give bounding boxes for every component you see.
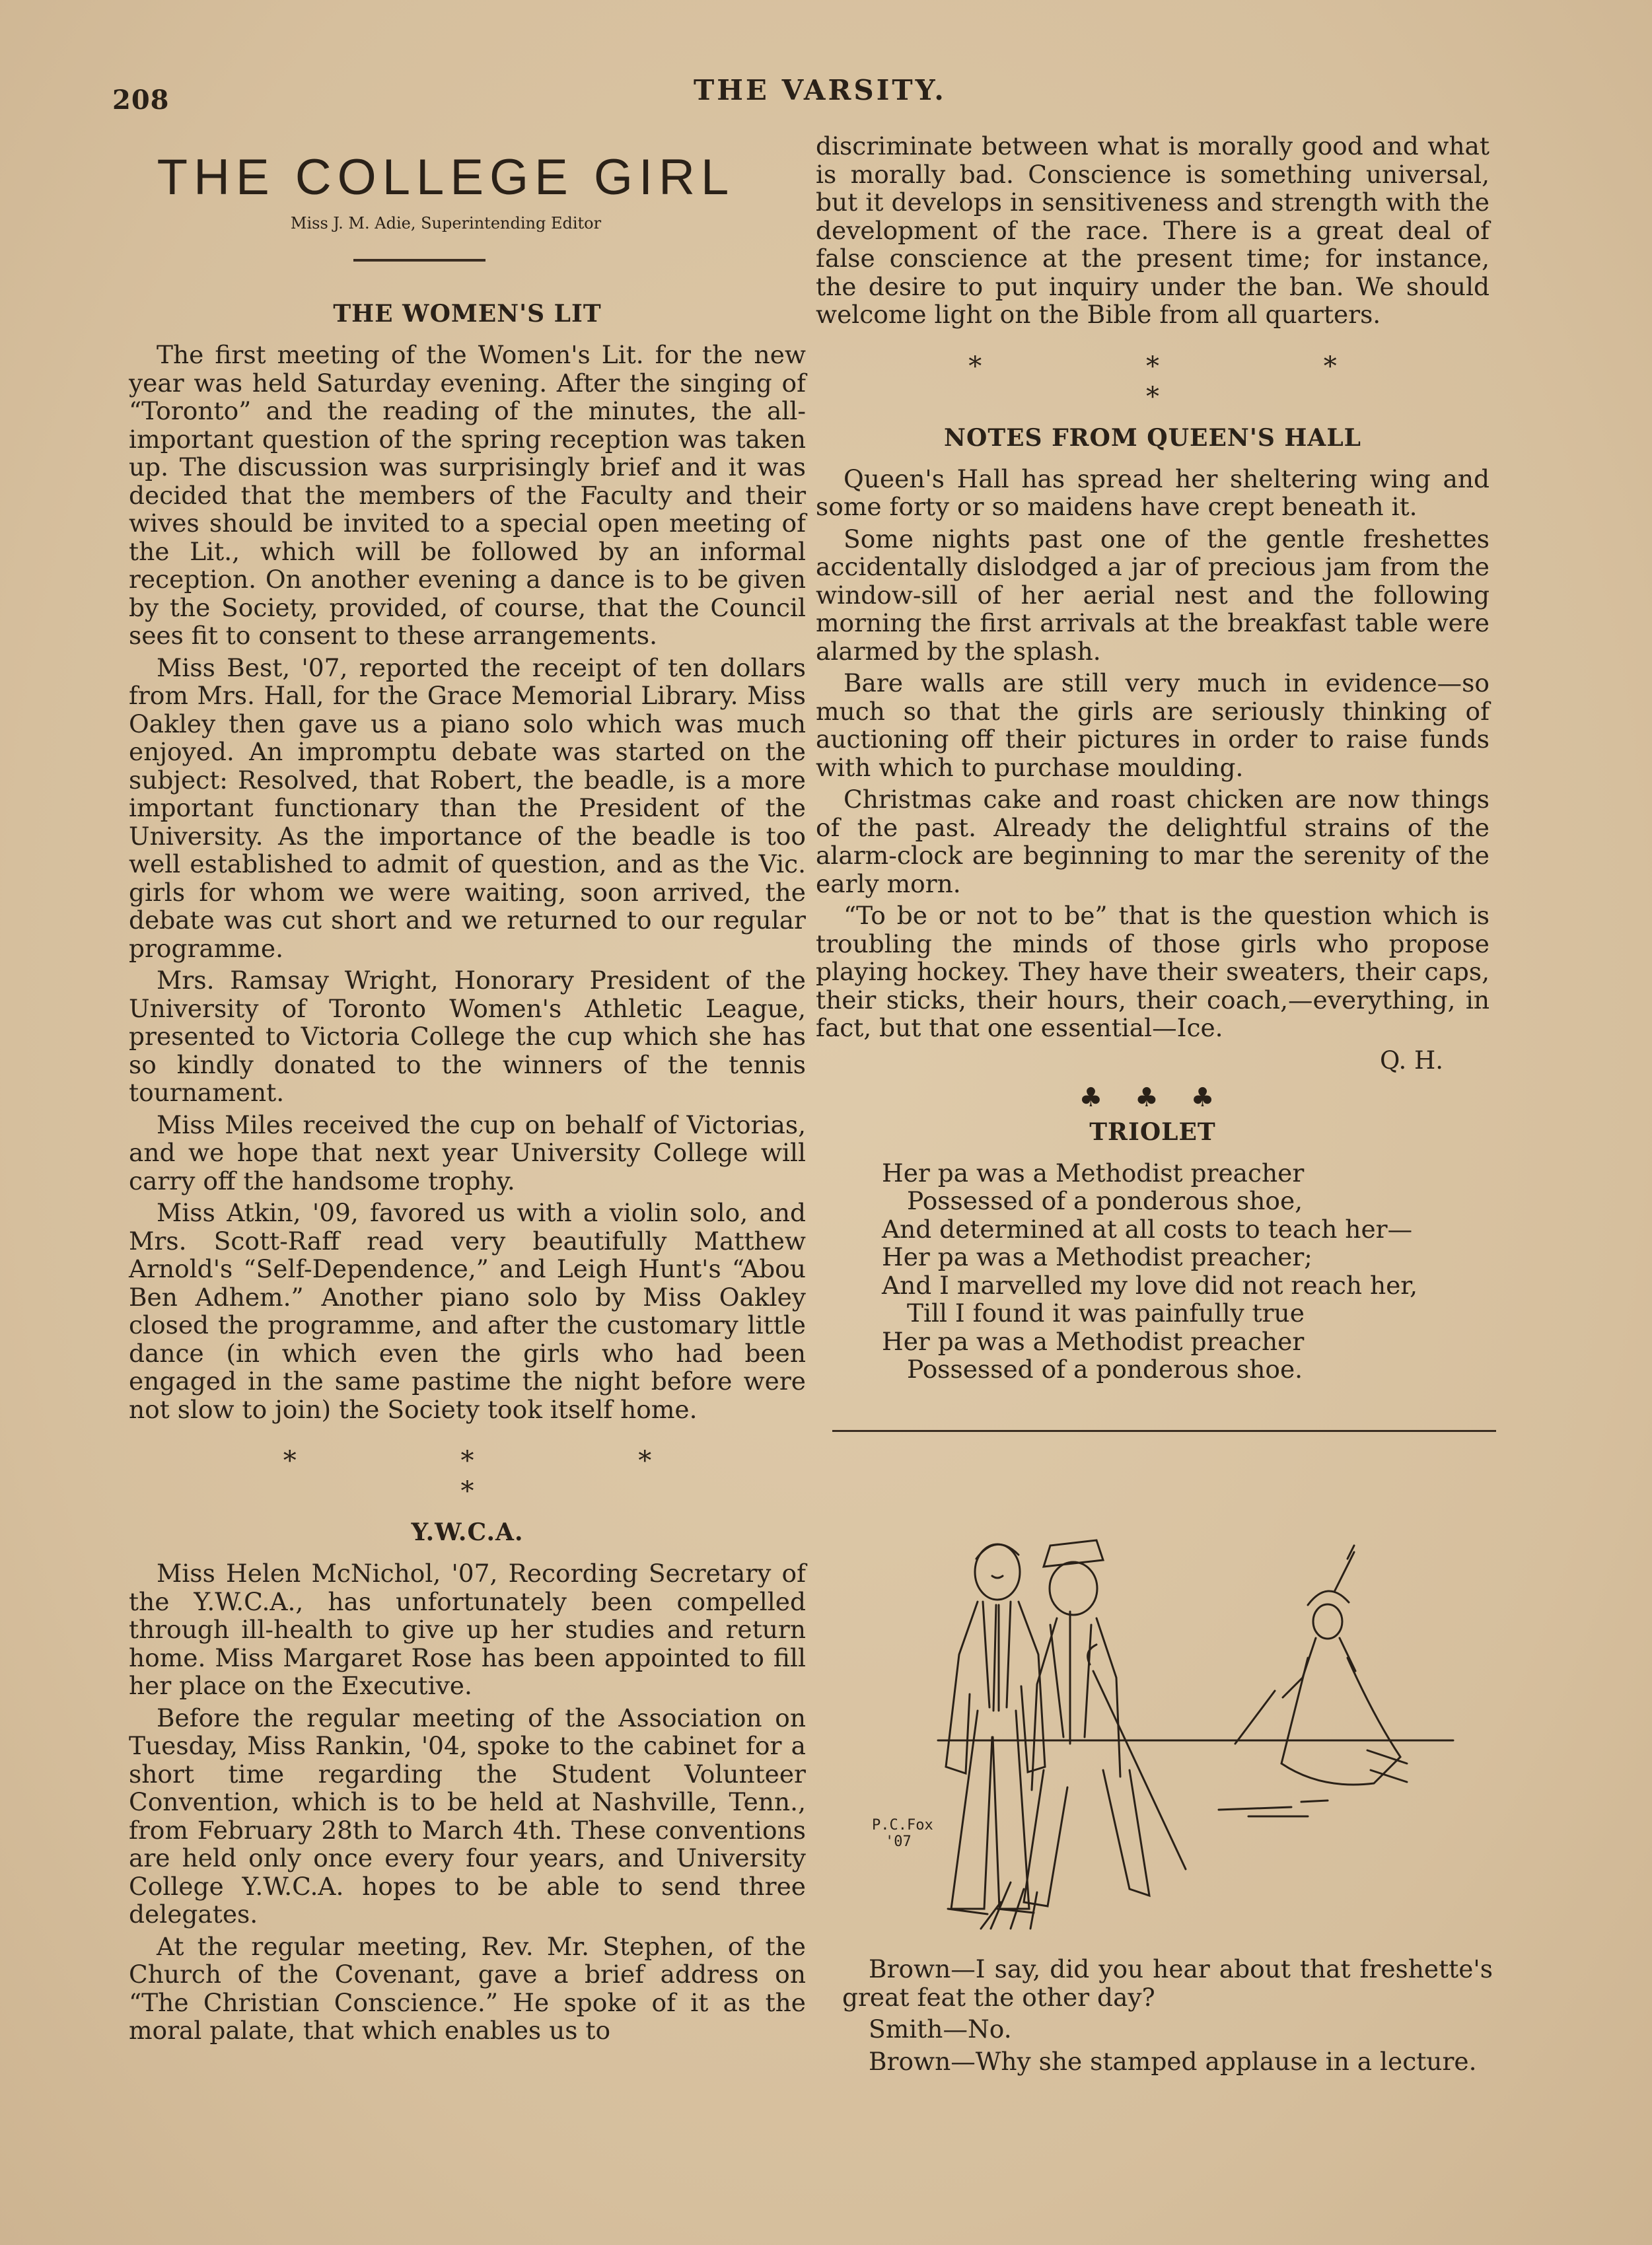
running-title: THE VARSITY. [694, 74, 947, 106]
paragraph: “To be or not to be” that is the question which is troubling the minds of those girls who propose playing hockey. They have their sweaters, their caps, their sticks, their hours, their coach,—everything, in fact, but that one essential—Ice. [816, 901, 1490, 1042]
dialogue-line: Smith—No. [869, 2014, 1012, 2044]
artist-year: '07 [885, 1834, 912, 1850]
paragraph: Bare walls are still very much in evidence—so much so that the girls are seriously thinking of auctioning off their pictures in order to raise funds with which to purchase moulding. [816, 668, 1490, 782]
paragraph: Some nights past one of the gentle freshettes accidentally dislodged a jar of precious jam from the window-sill of her aerial nest and the following morning the first arrivals at the breakfast table were alarmed by the splash. [816, 524, 1490, 666]
club-ornament: ♣ ♣ ♣ [1079, 1082, 1227, 1113]
section-byline: Miss J. M. Adie, Superintending Editor [290, 214, 602, 232]
triolet-poem [882, 1159, 1490, 1384]
dialogue-line: Brown—I say, did you hear about that freshette's great feat the other day? [842, 1954, 1493, 2012]
dialogue-line: Brown—Why she stamped applause in a lecture. [869, 2046, 1477, 2076]
paragraph: Miss Atkin, '09, favored us with a violin solo, and Mrs. Scott-Raff read very beautifully Matthew Arnold's “Self-Dependence,” and Leigh Hunt's “Abou Ben Adhem.” Another piano solo by Miss Oakley closed the programme, and after the customary little dance (in which even the girls who had been engaged in the same pastime the night before were not slow to join) the Society took itself home. [129, 1198, 806, 1424]
paragraph: Miss Best, '07, reported the receipt of ten dollars from Mrs. Hall, for the Grace Memorial Library. Miss Oakley then gave us a piano solo which was much enjoyed. An impromptu debate was started on the subject: Resolved, that Robert, the beadle, is a more important functionary than the President of the University. As the importance of the beadle is too well established to admit of question, and as the Vic. girls for whom we were waiting, soon arrived, the debate was cut short and we returned to our regular programme. [129, 653, 806, 963]
left-column [129, 142, 806, 2049]
right-column [816, 132, 1490, 1432]
poem-line: Possessed of a ponderous shoe, [907, 1186, 1303, 1215]
title-rule [353, 259, 485, 262]
section-title: THE COLLEGE GIRL [157, 149, 735, 205]
paragraph: Before the regular meeting of the Association on Tuesday, Miss Rankin, '04, spoke to the cabinet for a short time regarding the Student Volunteer Convention, which is to be held at Nashville, Tenn., from February 28th to March 4th. These conventions are held only once every four years, and University College Y.W.C.A. hopes to be able to send three delegates. [129, 1703, 806, 1929]
cartoon-caption [842, 1955, 1493, 2079]
heading-queens-hall: NOTES FROM QUEEN'S HALL [944, 423, 1361, 452]
paragraph: Miss Helen McNichol, '07, Recording Secretary of the Y.W.C.A., has unfortunately been compelled through ill-health to give up her studies and return home. Miss Margaret Rose has been appointed to fill her place on the Executive. [129, 1559, 806, 1700]
page-number: 208 [112, 85, 170, 116]
cartoon-figure-smith [981, 1540, 1186, 1929]
poem-line: And determined at all costs to teach her— [882, 1214, 1413, 1244]
poem-line: And I marvelled my love did not reach her, [882, 1270, 1418, 1300]
paragraph: At the regular meeting, Rev. Mr. Stephen, of the Church of the Covenant, gave a brief address on “The Christian Conscience.” He spoke of it as the moral palate, that which enables us to [129, 1931, 806, 2045]
poem-line: Till I found it was painfully true [907, 1299, 1305, 1328]
poem-line: Her pa was a Methodist preacher [882, 1326, 1305, 1356]
heading-ywca: Y.W.C.A. [411, 1518, 524, 1546]
divider-rule [832, 1430, 1496, 1432]
signature: Q. H. [1379, 1046, 1443, 1075]
paragraph-continued: discriminate between what is morally good and what is morally bad. Conscience is something universal, but it develops in sensitiveness and strength with the development of the race. There is a great deal of false conscience at the present time; for instance, the desire to put inquiry under the ban. We should welcome light on the Bible from all quarters. [816, 131, 1490, 329]
cartoon-figure-freshette [1235, 1546, 1407, 1785]
poem-line: Her pa was a Methodist preacher; [882, 1242, 1312, 1271]
artist-signature: P.C.Fox [872, 1817, 933, 1834]
paragraph: Mrs. Ramsay Wright, Honorary President of the University of Toronto Women's Athletic League, presented to Victoria College the cup which she has so kindly donated to the winners of the tennis tournament. [129, 966, 806, 1107]
paragraph: Christmas cake and roast chicken are now things of the past. Already the delightful strains of the alarm-clock are beginning to mar the serenity of the early morn. [816, 785, 1490, 898]
section-separator-stars: * * * * [283, 1446, 730, 1507]
cartoon-ice-lines [938, 1740, 1453, 1816]
heading-womens-lit: THE WOMEN'S LIT [333, 300, 602, 328]
cartoon-illustration [845, 1513, 1480, 1955]
paragraph: The first meeting of the Women's Lit. for the new year was held Saturday evening. After the singing of “Toronto” and the reading of the minutes, the all-important question of the spring reception was taken up. The discussion was surprisingly brief and it was decided that the members of the Faculty and their wives should be invited to a special open meeting of the Lit., which will be followed by an informal reception. On another evening a dance is to be given by the Society, provided, of course, that the Council sees fit to consent to these arrangements. [129, 340, 806, 650]
heading-triolet: TRIOLET [1089, 1118, 1216, 1146]
poem-line: Possessed of a ponderous shoe. [907, 1355, 1303, 1384]
paragraph: Queen's Hall has spread her sheltering wing and some forty or so maidens have crept beneath it. [816, 464, 1490, 521]
poem-line: Her pa was a Methodist preacher [882, 1158, 1305, 1188]
paragraph: Miss Miles received the cup on behalf of Victorias, and we hope that next year University College will carry off the handsome trophy. [129, 1110, 806, 1195]
section-separator-stars: * * * * [968, 351, 1415, 412]
